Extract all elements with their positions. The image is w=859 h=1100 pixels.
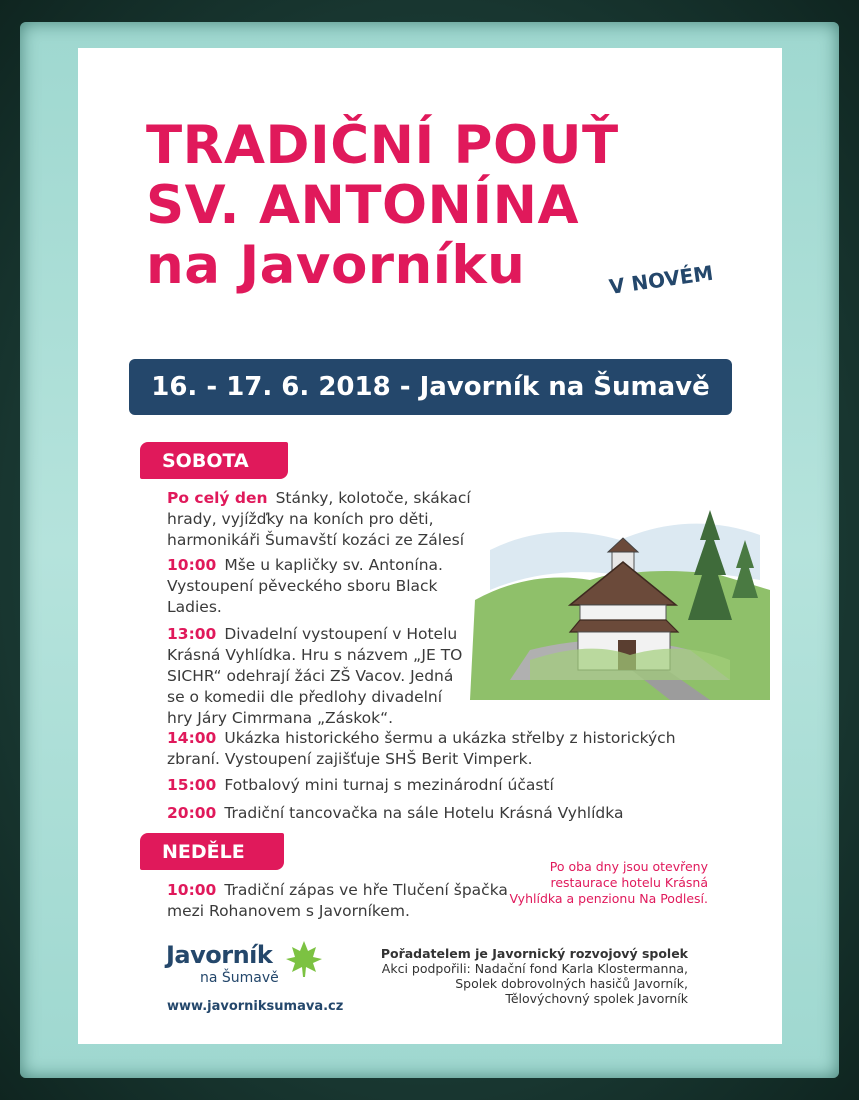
restaurants-note: Po oba dny jsou otevřeny restaurace hotelu Krásná Vyhlídka a penzionu Na Podlesí. — [509, 859, 708, 906]
event-text: Divadelní vystoupení v Hotelu Krásná Vyhlídka. Hru s názvem „JE TO SICHR“ odehrají žáci ZŠ Vacov. Jedná se o komedii dle předlohy divadelní hry Járy Cimrmana „Záskok“. — [167, 625, 463, 727]
event-sat-3 — [167, 624, 472, 729]
organizer-heading: Pořadatelem je Javornický rozvojový spolek — [380, 946, 688, 961]
event-time: Po celý den — [167, 489, 268, 507]
event-sat-4 — [167, 728, 687, 770]
support-line-1: Akci podpořili: Nadační fond Karla Klostermanna, — [381, 961, 688, 976]
date-location-bar: 16. - 17. 6. 2018 - Javorník na Šumavě — [129, 359, 732, 415]
event-time: 20:00 — [167, 804, 217, 822]
event-text: Stánky, kolotoče, skákací hrady, vyjížďky na koních pro děti, harmonikáři Šumavští kozáci ze Zálesí — [167, 489, 471, 549]
event-text: Tradiční tancovačka na sále Hotelu Krásná Vyhlídka — [224, 804, 624, 822]
event-text: Ukázka historického šermu a ukázka střelby z historických zbraní. Vystoupení zajišťuje SHŠ Berit Vimperk. — [167, 729, 676, 768]
maple-leaf-icon — [284, 939, 324, 979]
title-line-3: na Javorníku — [146, 235, 526, 296]
event-text: Fotbalový mini turnaj s mezinárodní účastí — [224, 776, 554, 794]
support-line-3: Tělovýchovný spolek Javorník — [505, 991, 688, 1006]
event-time: 13:00 — [167, 625, 217, 643]
support-line-2: Spolek dobrovolných hasičů Javorník, — [455, 976, 688, 991]
logo-name: Javorník — [166, 941, 273, 969]
event-time: 10:00 — [167, 881, 217, 899]
event-time: 14:00 — [167, 729, 217, 747]
chapel-illustration — [470, 480, 770, 700]
event-sat-2 — [167, 555, 467, 618]
event-text: Tradiční zápas ve hře Tlučení špačka mezi Rohanovem s Javorníkem. — [167, 881, 508, 920]
event-time: 15:00 — [167, 776, 217, 794]
event-sun-1 — [167, 880, 527, 922]
event-time: 10:00 — [167, 556, 217, 574]
logo-subtitle: na Šumavě — [200, 970, 279, 986]
saturday-badge: SOBOTA — [140, 442, 288, 479]
event-sat-5 — [167, 775, 687, 796]
title-tag: V NOVÉM — [607, 260, 715, 299]
event-sat-6 — [167, 803, 687, 824]
event-sat-1 — [167, 488, 487, 551]
organizer-info — [378, 946, 688, 1006]
title-line-1: TRADIČNÍ POUŤ — [146, 115, 619, 176]
website-link[interactable]: www.javorniksumava.cz — [167, 999, 344, 1014]
poster — [78, 48, 782, 1044]
title-line-2: SV. ANTONÍNA — [146, 175, 579, 236]
sunday-badge: NEDĚLE — [140, 833, 284, 870]
javornik-logo — [166, 941, 336, 991]
event-text: Mše u kapličky sv. Antonína. Vystoupení pěveckého sboru Black Ladies. — [167, 556, 443, 616]
